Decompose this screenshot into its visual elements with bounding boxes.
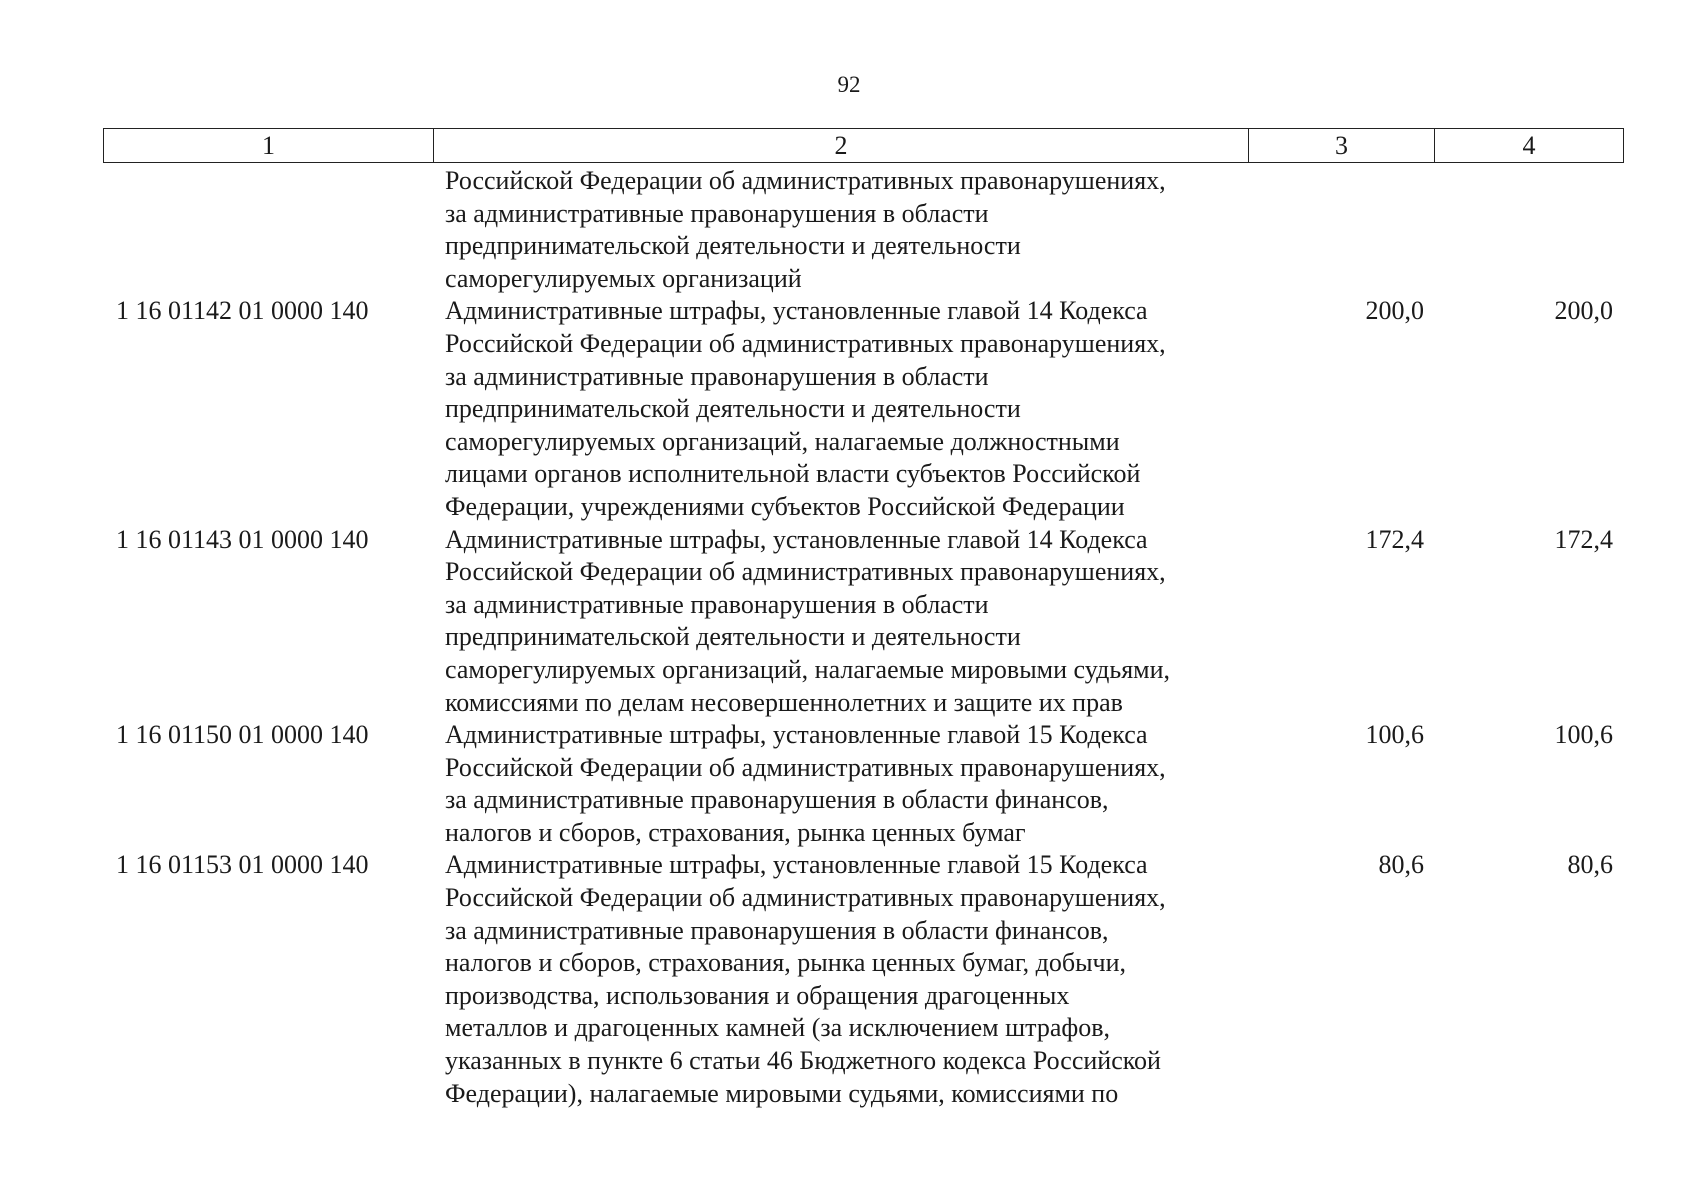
description-line: металлов и драгоценных камней (за исключением штрафов, — [445, 1013, 1110, 1043]
description-line: предпринимательской деятельности и деятельности — [445, 394, 1021, 424]
description-line: указанных в пункте 6 статьи 46 Бюджетного кодекса Российской — [445, 1046, 1161, 1076]
value-col4-cell — [1434, 165, 1623, 295]
description-line: Российской Федерации об административных правонарушениях, — [445, 557, 1166, 587]
description-cell — [433, 524, 1248, 720]
description-cell — [433, 295, 1248, 523]
code-cell — [103, 165, 433, 295]
code-cell: 1 16 01150 01 0000 140 — [116, 720, 369, 750]
description-line: Российской Федерации об административных правонарушениях, — [445, 328, 1166, 358]
description-line: Административные штрафы, установленные главой 15 Кодекса — [445, 720, 1148, 750]
table-row-continuation — [103, 165, 1623, 295]
value-col3-cell: 80,6 — [1378, 850, 1424, 880]
value-col3-cell — [1248, 165, 1434, 295]
description-line: комиссиями по делам несовершеннолетних и защите их прав — [445, 687, 1123, 717]
value-col3-cell: 100,6 — [1365, 720, 1424, 750]
description-line: налогов и сборов, страхования, рынка ценных бумаг — [445, 817, 1026, 847]
description-line: Российской Федерации об административных правонарушениях, — [445, 883, 1166, 913]
value-col4-cell: 100,6 — [1554, 720, 1613, 750]
value-col4-cell: 200,0 — [1554, 296, 1613, 326]
description-line: налогов и сборов, страхования, рынка ценных бумаг, добычи, — [445, 948, 1127, 978]
value-col4-cell: 80,6 — [1567, 850, 1613, 880]
value-col3-cell: 200,0 — [1365, 296, 1424, 326]
description-line: Федерации, учреждениями субъектов Российской Федерации — [445, 491, 1125, 521]
header-col-1: 1 — [104, 129, 434, 163]
description-line: Административные штрафы, установленные главой 14 Кодекса — [445, 296, 1148, 326]
code-cell: 1 16 01142 01 0000 140 — [116, 296, 369, 326]
table-body — [103, 165, 1623, 1110]
description-line: саморегулируемых организаций, налагаемые должностными — [445, 426, 1120, 456]
header-row — [104, 129, 1624, 163]
description-cell — [433, 849, 1248, 1110]
value-col3-cell: 172,4 — [1365, 524, 1424, 554]
value-col4-cell: 172,4 — [1554, 524, 1613, 554]
description-line: предпринимательской деятельности и деятельности — [445, 231, 1021, 261]
code-cell: 1 16 01143 01 0000 140 — [116, 524, 369, 554]
description-line: за административные правонарушения в области — [445, 589, 989, 619]
description-line: Российской Федерации об административных правонарушениях, — [445, 166, 1166, 195]
table-row — [103, 719, 1623, 849]
description-line: лицами органов исполнительной власти субъектов Российской — [445, 459, 1141, 489]
table-header — [103, 128, 1624, 163]
header-col-2: 2 — [434, 129, 1249, 163]
page-number: 92 — [837, 72, 861, 97]
description-line: саморегулируемых организаций, налагаемые мировыми судьями, — [445, 654, 1171, 684]
description-line: Административные штрафы, установленные главой 15 Кодекса — [445, 850, 1148, 880]
description-line: за административные правонарушения в области финансов, — [445, 915, 1109, 945]
description-cell — [433, 719, 1248, 849]
table-row — [103, 295, 1623, 523]
description-line: предпринимательской деятельности и деятельности — [445, 622, 1021, 652]
description-line: за административные правонарушения в области — [445, 198, 989, 228]
header-col-4: 4 — [1435, 129, 1624, 163]
description-line: производства, использования и обращения драгоценных — [445, 980, 1070, 1010]
description-line: Административные штрафы, установленные главой 14 Кодекса — [445, 524, 1148, 554]
description-line: саморегулируемых организаций — [445, 263, 802, 293]
header-col-3: 3 — [1249, 129, 1435, 163]
description-line: за административные правонарушения в области финансов, — [445, 785, 1109, 815]
description-cell — [433, 165, 1248, 295]
description-line: Российской Федерации об административных правонарушениях, — [445, 752, 1166, 782]
table-row — [103, 524, 1623, 720]
description-line: за административные правонарушения в области — [445, 361, 989, 391]
description-line: Федерации), налагаемые мировыми судьями, комиссиями по — [445, 1078, 1119, 1108]
code-cell: 1 16 01153 01 0000 140 — [116, 850, 369, 880]
table-row — [103, 849, 1623, 1110]
